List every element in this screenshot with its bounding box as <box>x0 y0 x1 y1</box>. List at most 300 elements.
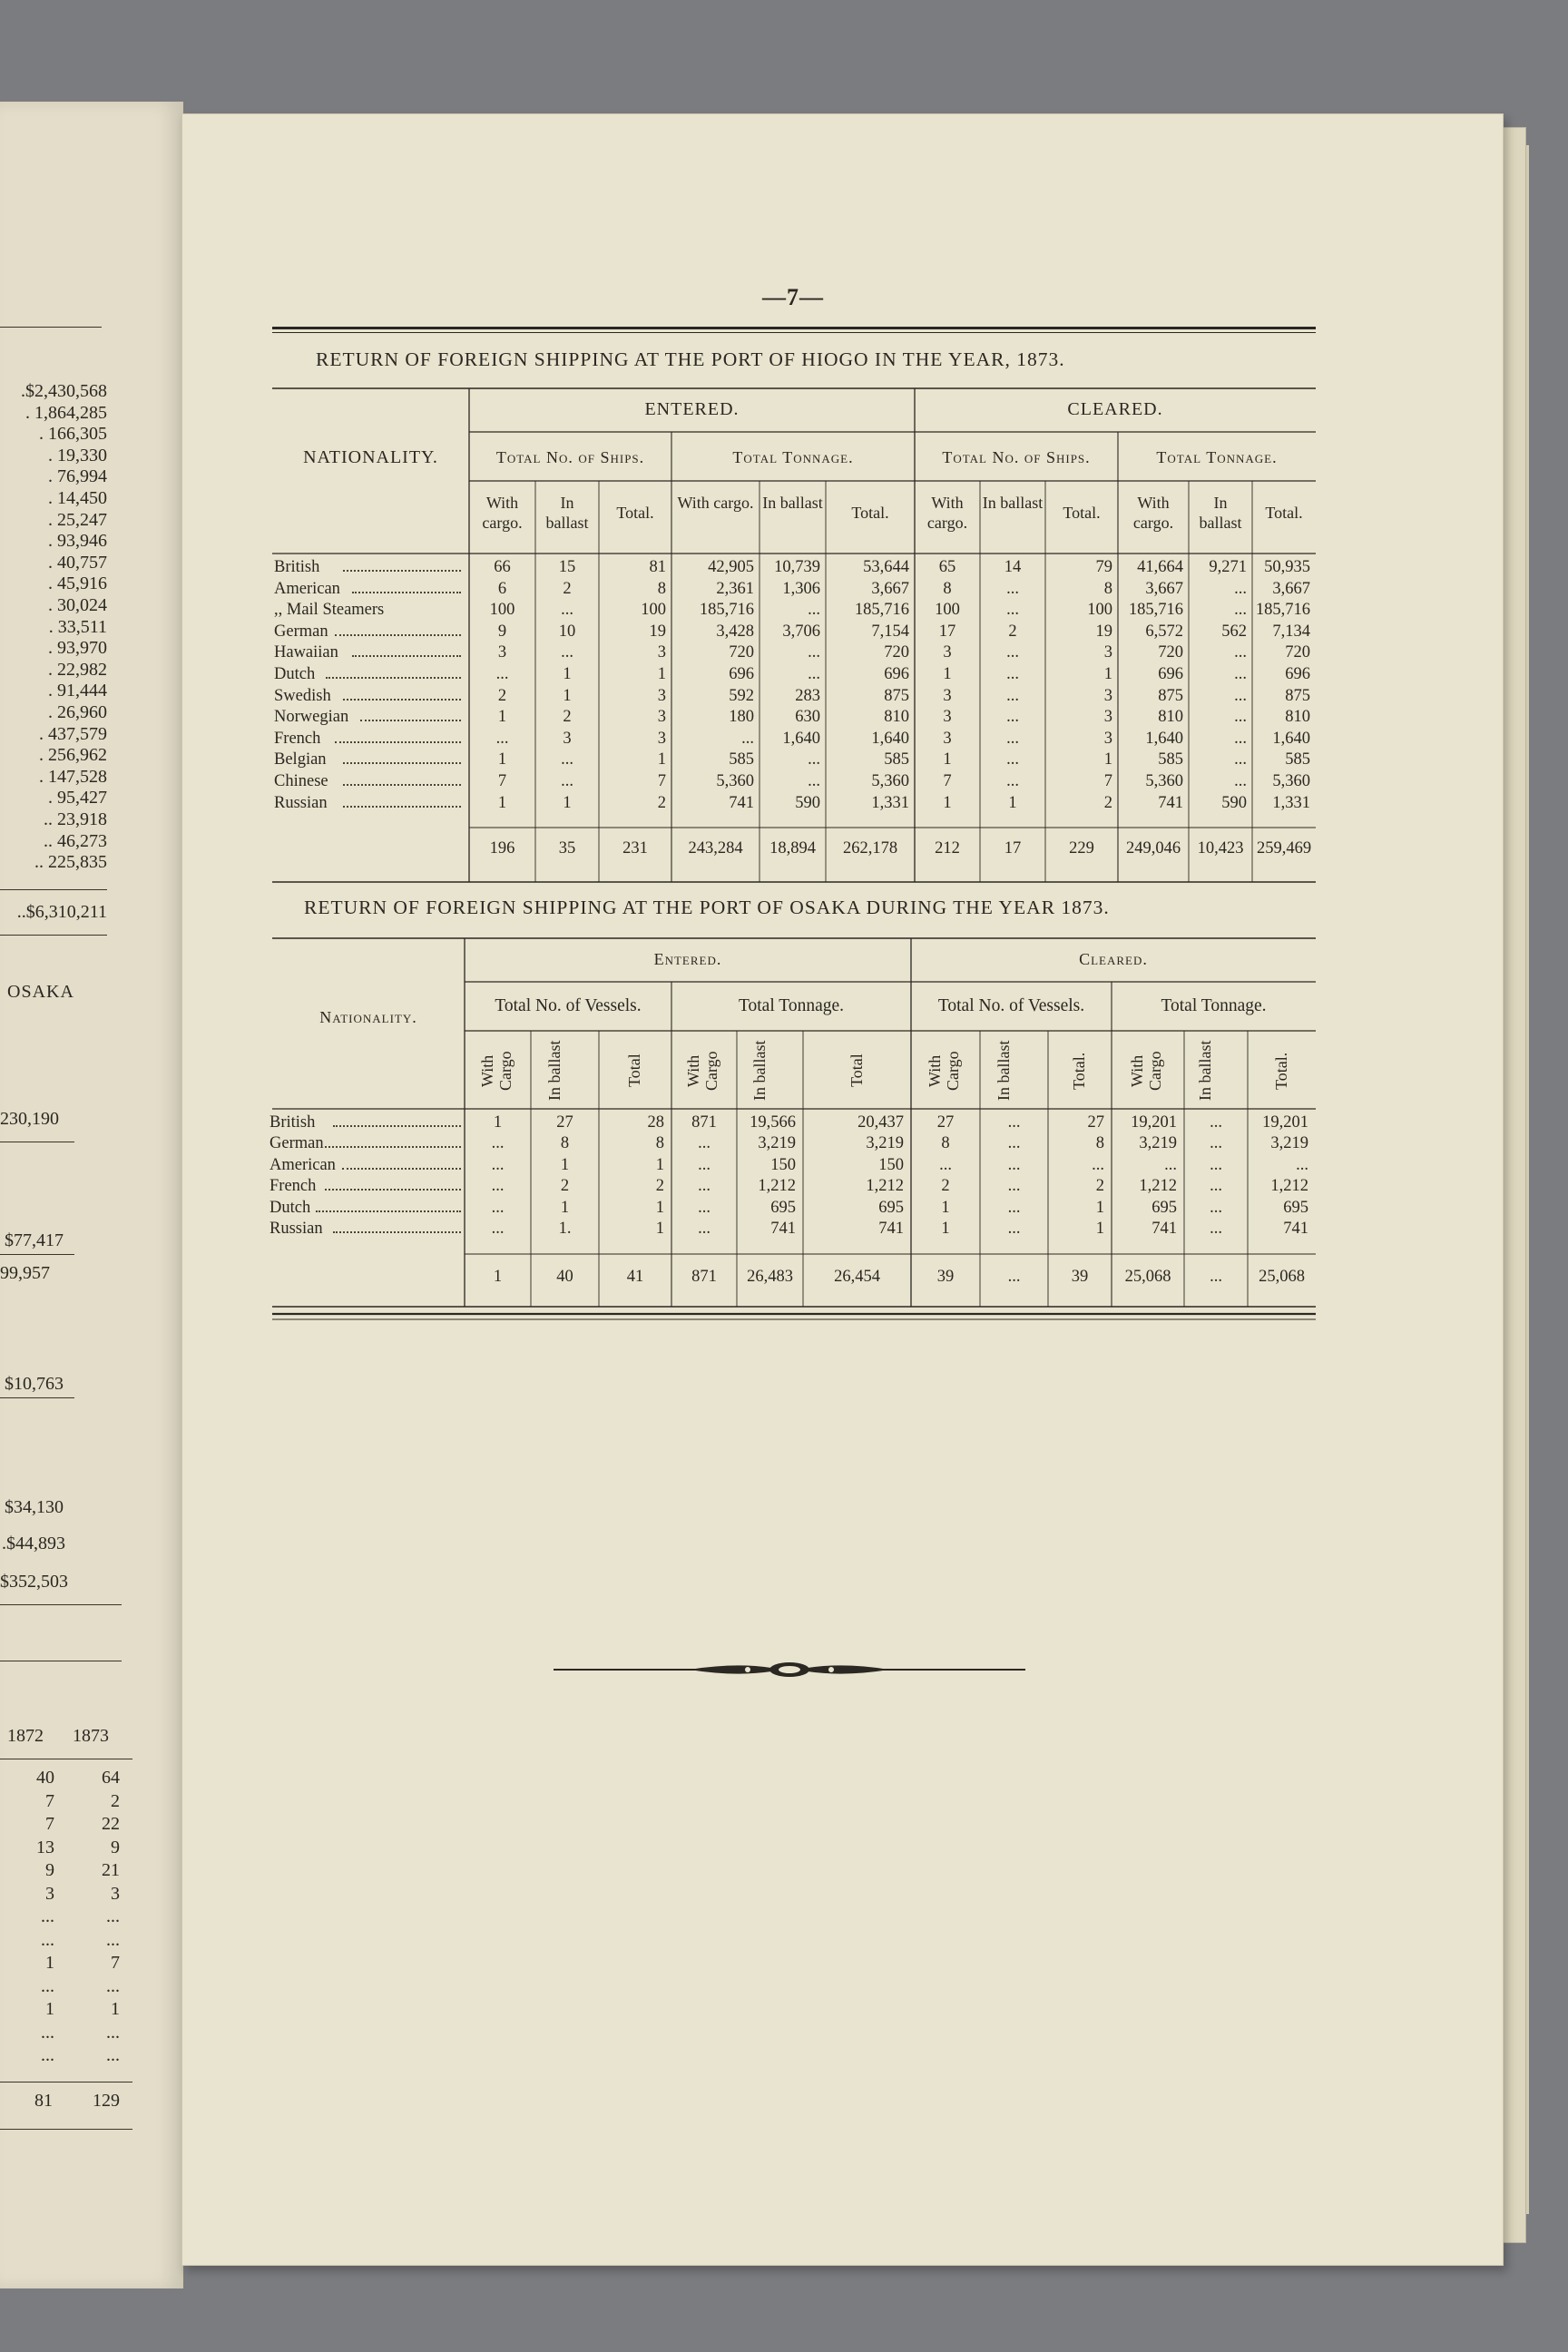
hiogo-cell: ... <box>741 729 754 748</box>
osaka-cell: 1 <box>560 1155 570 1174</box>
hiogo-cell: 17 <box>938 622 956 641</box>
hiogo-cell: 5,360 <box>1272 772 1310 790</box>
hiogo-cell: 1,640 <box>871 729 909 748</box>
hiogo-subheader: With cargo. <box>677 494 754 512</box>
hiogo-cell: 1 <box>497 708 507 727</box>
left-amount: . 22,982 <box>48 659 107 680</box>
osaka-cell: 20,437 <box>858 1113 904 1132</box>
osaka-cell: ... <box>491 1198 505 1217</box>
hiogo-cell: 8 <box>1103 579 1112 598</box>
hiogo-total-cell: 249,046 <box>1125 839 1181 858</box>
hiogo-total-cell: 17 <box>1004 839 1022 858</box>
left-1872-value: 1 <box>45 1953 54 1973</box>
osaka-cell: 3,219 <box>1270 1134 1308 1153</box>
osaka-cell: ... <box>1092 1155 1104 1174</box>
hiogo-cell: 1 <box>657 750 666 769</box>
left-1872-value: ... <box>41 1975 54 1996</box>
left-1873-value: 21 <box>102 1860 120 1880</box>
hiogo-cell: 5,360 <box>1145 772 1183 790</box>
osaka-entered-tonnage-header: Total Tonnage. <box>738 996 845 1015</box>
ornament-divider <box>554 1659 1025 1681</box>
osaka-total-cell: 26,454 <box>834 1268 880 1286</box>
osaka-cell: 1 <box>493 1113 503 1132</box>
hiogo-cell: 7 <box>943 772 952 790</box>
osaka-cell: 1,212 <box>1139 1177 1177 1196</box>
left-value-4: $10,763 <box>5 1374 64 1394</box>
left-amount: .$2,430,568 <box>21 381 107 401</box>
osaka-cleared-vessels-header: Total No. of Vessels. <box>937 996 1085 1015</box>
hiogo-nationality-header: NATIONALITY. <box>303 447 438 467</box>
hiogo-cell: 1 <box>563 665 572 683</box>
hiogo-total-cell: 10,423 <box>1197 839 1244 858</box>
hiogo-cell: 100 <box>1087 601 1112 620</box>
hiogo-cell: ... <box>561 601 573 620</box>
hiogo-cell: 1 <box>1103 665 1112 683</box>
hiogo-cell: ... <box>495 665 509 683</box>
hiogo-cell: 180 <box>729 708 754 727</box>
hiogo-cell: ... <box>1006 708 1019 727</box>
osaka-cell: 695 <box>770 1198 796 1217</box>
hiogo-cell: 1,640 <box>1272 729 1310 748</box>
hiogo-row-nationality: Belgian <box>274 750 327 769</box>
hiogo-subheader: Total. <box>1265 504 1303 522</box>
hiogo-total-cell: 262,178 <box>842 839 898 858</box>
left-total-1872: 81 <box>34 2091 53 2111</box>
osaka-cleared-header: Cleared. <box>1079 950 1148 968</box>
hiogo-row-nationality: German <box>274 622 328 641</box>
osaka-total-cell: 871 <box>691 1268 717 1286</box>
hiogo-cell: 66 <box>494 558 511 576</box>
osaka-cell: 2 <box>655 1177 664 1196</box>
hiogo-cell: 590 <box>1221 793 1247 812</box>
hiogo-cell: ... <box>1234 750 1247 769</box>
left-amount: . 1,864,285 <box>25 402 107 423</box>
osaka-row-nationality: German <box>270 1134 324 1153</box>
osaka-subheader: With Cargo <box>1128 1051 1164 1091</box>
hiogo-cell: 3 <box>1103 729 1112 748</box>
osaka-cell: 695 <box>878 1198 904 1217</box>
hiogo-cell: 875 <box>1285 686 1310 705</box>
osaka-cell: ... <box>698 1220 710 1238</box>
hiogo-cell: ... <box>1006 772 1019 790</box>
osaka-cell: 741 <box>770 1220 796 1238</box>
hiogo-cell: ... <box>561 643 573 662</box>
left-value-2: $77,417 <box>5 1230 64 1250</box>
osaka-cell: 871 <box>691 1113 717 1132</box>
osaka-cell: ... <box>698 1177 710 1196</box>
hiogo-cell: ... <box>1006 729 1019 748</box>
osaka-entered-vessels-header: Total No. of Vessels. <box>495 996 642 1015</box>
osaka-total-cell: 40 <box>556 1268 573 1286</box>
hiogo-cell: 5,360 <box>871 772 909 790</box>
osaka-row-nationality: French <box>270 1177 317 1196</box>
dot-leader <box>316 1210 461 1212</box>
hiogo-row-nationality: ,, Mail Steamers <box>274 601 385 620</box>
hiogo-cell: ... <box>1234 729 1247 748</box>
hiogo-cell: 1,331 <box>1272 793 1310 812</box>
osaka-cell: ... <box>1210 1220 1222 1238</box>
hiogo-cell: 3 <box>497 643 507 662</box>
hiogo-cell: 592 <box>729 686 754 705</box>
hiogo-cell: ... <box>808 665 820 683</box>
hiogo-cell: 3 <box>943 708 952 727</box>
left-amount: . 30,024 <box>48 595 107 615</box>
page-number: —7— <box>762 284 824 310</box>
hiogo-cell: 590 <box>795 793 820 812</box>
hiogo-cell: 585 <box>1285 750 1310 769</box>
osaka-cell: 1 <box>1095 1220 1104 1238</box>
hiogo-cell: ... <box>1234 772 1247 790</box>
hiogo-subheader: With cargo. <box>482 494 523 532</box>
hiogo-row-nationality: British <box>274 558 320 576</box>
hiogo-cell: 3 <box>943 643 952 662</box>
hiogo-cell: 79 <box>1095 558 1112 576</box>
osaka-subheader: Total <box>625 1054 643 1088</box>
osaka-cell: 741 <box>1152 1220 1177 1238</box>
hiogo-total-cell: 18,894 <box>769 839 816 858</box>
hiogo-cell: ... <box>1234 686 1247 705</box>
osaka-cell: 27 <box>1087 1113 1104 1132</box>
osaka-nationality-header: Nationality. <box>319 1008 417 1026</box>
osaka-cell: ... <box>1210 1155 1222 1174</box>
hiogo-subheader: Total. <box>616 504 654 522</box>
hiogo-cell: 3 <box>563 729 572 748</box>
hiogo-cell: 19 <box>1095 622 1112 641</box>
hiogo-cell: 3 <box>1103 708 1112 727</box>
left-1873-value: 64 <box>102 1768 120 1788</box>
hiogo-subheader: In ballast <box>545 494 589 532</box>
hiogo-cell: ... <box>808 772 820 790</box>
hiogo-cell: 3 <box>657 729 666 748</box>
hiogo-cell: 3 <box>657 643 666 662</box>
hiogo-total-cell: 35 <box>558 839 576 858</box>
left-amount: . 33,511 <box>48 616 107 637</box>
hiogo-row-nationality: American <box>274 579 340 598</box>
left-amount: . 45,916 <box>48 573 107 594</box>
hiogo-total-cell: 259,469 <box>1256 839 1312 858</box>
hiogo-cell: 185,716 <box>1255 601 1310 620</box>
left-amount: . 437,579 <box>39 723 107 744</box>
hiogo-cell: 1 <box>943 665 952 683</box>
hiogo-cleared-header: CLEARED. <box>1067 399 1163 419</box>
hiogo-cell: ... <box>561 772 573 790</box>
left-osaka-heading: OSAKA <box>7 982 74 1002</box>
hiogo-cell: ... <box>1006 601 1019 620</box>
hiogo-total-cell: 212 <box>935 839 960 858</box>
osaka-subheader: With Cargo <box>684 1051 720 1091</box>
hiogo-cell: 585 <box>729 750 754 769</box>
hiogo-cell: 7 <box>657 772 666 790</box>
osaka-cell: 2 <box>941 1177 950 1196</box>
hiogo-cell: ... <box>1234 708 1247 727</box>
hiogo-cell: 1,306 <box>782 579 820 598</box>
osaka-total-cell: 26,483 <box>747 1268 793 1286</box>
hiogo-subheader: In ballast <box>762 494 823 512</box>
hiogo-cell: 19 <box>649 622 666 641</box>
hiogo-cell: 283 <box>795 686 820 705</box>
hiogo-subheader: Total. <box>851 504 889 522</box>
hiogo-cell: 185,716 <box>699 601 754 620</box>
left-total: ..$6,310,211 <box>16 902 107 922</box>
osaka-cell: 3,219 <box>1139 1134 1177 1153</box>
hiogo-cell: 3 <box>943 686 952 705</box>
hiogo-cell: ... <box>561 750 573 769</box>
left-1872-value: 1 <box>45 1999 54 2019</box>
dot-leader <box>333 1231 461 1233</box>
osaka-cell: 8 <box>560 1134 570 1153</box>
hiogo-cell: 1 <box>563 793 572 812</box>
hiogo-cell: 810 <box>1285 708 1310 727</box>
hiogo-row-nationality: Swedish <box>274 686 331 705</box>
hiogo-cell: 1 <box>943 793 952 812</box>
hiogo-cleared-ships-header: Total No. of Ships. <box>942 448 1091 466</box>
osaka-cell: ... <box>491 1220 505 1238</box>
osaka-subheader: With Cargo <box>926 1051 962 1091</box>
left-total-1873: 129 <box>93 2091 120 2111</box>
hiogo-cell: 6 <box>497 579 507 598</box>
hiogo-cell: 100 <box>489 601 515 620</box>
hiogo-cell: 720 <box>1158 643 1183 662</box>
osaka-cell: ... <box>1164 1155 1177 1174</box>
hiogo-cell: 1 <box>497 793 507 812</box>
hiogo-cell: ... <box>808 601 820 620</box>
hiogo-cell: 3,667 <box>1272 579 1310 598</box>
hiogo-cell: 3 <box>657 708 666 727</box>
osaka-cell: 27 <box>556 1113 573 1132</box>
osaka-total-cell: 1 <box>493 1268 503 1286</box>
left-1873-value: ... <box>106 1975 120 1996</box>
osaka-cell: 1 <box>1095 1198 1104 1217</box>
dot-leader <box>342 1168 461 1170</box>
dot-leader <box>325 1146 461 1148</box>
osaka-cell: ... <box>1210 1113 1222 1132</box>
left-1873-value: 3 <box>111 1883 120 1904</box>
hiogo-cell: 696 <box>884 665 909 683</box>
hiogo-subheader: In ballast <box>1199 494 1242 532</box>
hiogo-cell: 696 <box>1158 665 1183 683</box>
hiogo-cell: 3,667 <box>871 579 909 598</box>
left-1873-value: ... <box>106 2022 120 2043</box>
left-value-7: $352,503 <box>0 1572 68 1592</box>
osaka-subheader: In ballast <box>1196 1040 1214 1102</box>
left-1872-value: 9 <box>45 1860 54 1880</box>
hiogo-cell: 14 <box>1004 558 1022 576</box>
osaka-cell: 1 <box>655 1198 664 1217</box>
hiogo-cell: ... <box>1006 643 1019 662</box>
osaka-cell: ... <box>1007 1220 1021 1238</box>
hiogo-cell: ... <box>495 729 509 748</box>
hiogo-cell: 2 <box>657 793 666 812</box>
osaka-cell: ... <box>1007 1113 1021 1132</box>
osaka-cell: ... <box>1296 1155 1308 1174</box>
hiogo-cell: 42,905 <box>708 558 754 576</box>
left-1873-value: 22 <box>102 1814 120 1834</box>
hiogo-cell: 1 <box>563 686 572 705</box>
left-amount: . 93,970 <box>48 638 107 659</box>
hiogo-row-nationality: French <box>274 729 321 748</box>
hiogo-cell: ... <box>1006 686 1019 705</box>
hiogo-cell: 1 <box>943 750 952 769</box>
osaka-total-cell: 25,068 <box>1124 1268 1171 1286</box>
osaka-cell: 150 <box>878 1155 904 1174</box>
osaka-cell: ... <box>1210 1134 1222 1153</box>
hiogo-entered-tonnage-header: Total Tonnage. <box>732 448 854 466</box>
osaka-total-cell: 39 <box>936 1268 955 1286</box>
hiogo-cell: 3 <box>943 729 952 748</box>
osaka-subheader: Total <box>847 1054 866 1088</box>
hiogo-cell: 1 <box>497 750 507 769</box>
left-1873-value: ... <box>106 1906 120 1926</box>
osaka-cell: ... <box>698 1134 710 1153</box>
osaka-cell: 28 <box>647 1113 664 1132</box>
hiogo-cell: 6,572 <box>1145 622 1183 641</box>
left-1872-value: 13 <box>36 1837 54 1857</box>
osaka-cell: 741 <box>1283 1220 1308 1238</box>
osaka-cell: 1. <box>558 1220 572 1238</box>
hiogo-table-title: RETURN OF FOREIGN SHIPPING AT THE PORT OF HIOGO IN THE YEAR, 1873. <box>316 348 1065 370</box>
osaka-cell: 1 <box>560 1198 570 1217</box>
hiogo-cell: 3,667 <box>1145 579 1183 598</box>
hiogo-row-nationality: Chinese <box>274 772 328 790</box>
hiogo-entered-ships-header: Total No. of Ships. <box>495 448 645 466</box>
left-1872-value: ... <box>41 2045 54 2065</box>
hiogo-cell: 1 <box>1103 750 1112 769</box>
left-value-3: 99,957 <box>0 1263 50 1283</box>
hiogo-cell: 2 <box>563 708 572 727</box>
hiogo-row-nationality: Russian <box>274 793 328 812</box>
left-amount: .. 23,918 <box>44 809 107 829</box>
osaka-total-cell: 41 <box>626 1268 644 1286</box>
left-1872-value: ... <box>41 2022 54 2043</box>
hiogo-cell: 2 <box>563 579 572 598</box>
osaka-cell: 8 <box>1095 1134 1104 1153</box>
osaka-cell: 2 <box>1095 1177 1104 1196</box>
hiogo-cell: 9 <box>497 622 507 641</box>
left-1872-value: ... <box>41 1906 54 1926</box>
left-1873-value: 2 <box>111 1790 120 1811</box>
left-amount: . 40,757 <box>48 552 107 573</box>
hiogo-cell: 875 <box>884 686 909 705</box>
hiogo-cell: 810 <box>1158 708 1183 727</box>
osaka-cell: 3,219 <box>758 1134 796 1153</box>
hiogo-subheader: With cargo. <box>1132 494 1174 532</box>
left-1873-value: ... <box>106 1929 120 1950</box>
osaka-cell: 1 <box>655 1220 664 1238</box>
left-amount: .. 225,835 <box>34 852 107 873</box>
hiogo-cell: ... <box>1234 601 1247 620</box>
left-1873-value: 7 <box>111 1953 120 1973</box>
hiogo-cell: 585 <box>1158 750 1183 769</box>
left-amount: . 93,946 <box>48 531 107 552</box>
hiogo-cell: 630 <box>795 708 820 727</box>
hiogo-total-cell: 231 <box>622 839 648 858</box>
hiogo-cell: ... <box>1234 665 1247 683</box>
hiogo-cell: 100 <box>641 601 666 620</box>
hiogo-cell: ... <box>1006 579 1019 598</box>
hiogo-row-nationality: Dutch <box>274 665 316 683</box>
left-1872-value: 7 <box>45 1814 54 1834</box>
hiogo-cell: 2 <box>1103 793 1112 812</box>
osaka-cell: ... <box>1007 1155 1021 1174</box>
osaka-cell: 19,566 <box>750 1113 796 1132</box>
osaka-row-nationality: Russian <box>270 1220 323 1238</box>
hiogo-cell: 7 <box>1103 772 1112 790</box>
left-amount: . 19,330 <box>48 445 107 466</box>
left-amount: . 147,528 <box>39 766 107 787</box>
osaka-cell: 3,219 <box>866 1134 904 1153</box>
osaka-subheader: Total. <box>1070 1052 1088 1090</box>
osaka-subheader: With Cargo <box>477 1051 514 1091</box>
osaka-subheader: In ballast <box>544 1040 564 1102</box>
osaka-cell: 695 <box>1283 1198 1308 1217</box>
hiogo-cell: 875 <box>1158 686 1183 705</box>
hiogo-cell: 8 <box>943 579 952 598</box>
hiogo-cell: 1,640 <box>1145 729 1183 748</box>
osaka-cell: ... <box>1007 1134 1021 1153</box>
hiogo-cell: 10,739 <box>774 558 820 576</box>
hiogo-cell: ... <box>1006 750 1019 769</box>
hiogo-cell: 696 <box>1285 665 1310 683</box>
hiogo-cell: 720 <box>884 643 909 662</box>
left-1873-value: 9 <box>111 1837 120 1857</box>
hiogo-cell: 15 <box>558 558 576 576</box>
hiogo-cell: 8 <box>657 579 666 598</box>
osaka-cell: 695 <box>1152 1198 1177 1217</box>
hiogo-subheader: In ballast <box>982 494 1044 512</box>
left-amount: . 166,305 <box>39 424 107 445</box>
osaka-total-cell: ... <box>1007 1268 1021 1286</box>
hiogo-cell: 562 <box>1221 622 1247 641</box>
hiogo-cell: 3,428 <box>716 622 754 641</box>
left-value-6: .$44,893 <box>2 1534 65 1553</box>
osaka-cell: 8 <box>655 1134 664 1153</box>
dot-leader <box>333 1125 461 1127</box>
left-amount: . 76,994 <box>48 466 107 487</box>
osaka-cell: 741 <box>878 1220 904 1238</box>
left-1873-value: 1 <box>111 1999 120 2019</box>
left-1872-value: ... <box>41 1929 54 1950</box>
hiogo-cell: 2,361 <box>716 579 754 598</box>
osaka-row-nationality: Dutch <box>270 1198 311 1217</box>
hiogo-cell: 3 <box>1103 686 1112 705</box>
hiogo-cell: 585 <box>884 750 909 769</box>
hiogo-cell: ... <box>1234 579 1247 598</box>
left-1872-value: 3 <box>45 1883 54 1904</box>
osaka-cell: 1 <box>941 1198 950 1217</box>
osaka-total-cell: 39 <box>1071 1268 1089 1286</box>
hiogo-entered-header: ENTERED. <box>644 399 740 419</box>
hiogo-cell: 3,706 <box>782 622 820 641</box>
hiogo-cell: 185,716 <box>1128 601 1183 620</box>
left-amount: .. 46,273 <box>44 830 107 851</box>
left-amount: . 256,962 <box>39 745 107 766</box>
hiogo-cell: 10 <box>558 622 576 641</box>
hiogo-cell: 100 <box>935 601 960 620</box>
hiogo-cell: 1 <box>657 665 666 683</box>
osaka-row-nationality: American <box>270 1155 336 1174</box>
hiogo-cell: 1 <box>1008 793 1017 812</box>
osaka-total-cell: 25,068 <box>1259 1268 1305 1286</box>
osaka-cell: ... <box>939 1155 952 1174</box>
osaka-cell: 27 <box>936 1113 955 1132</box>
hiogo-cell: 1,331 <box>871 793 909 812</box>
hiogo-subheader: With cargo. <box>926 494 968 532</box>
hiogo-cell: 7 <box>497 772 507 790</box>
left-amount: . 14,450 <box>48 488 107 508</box>
osaka-cell: 1 <box>941 1220 950 1238</box>
osaka-cell: 2 <box>560 1177 570 1196</box>
hiogo-cell: 741 <box>1158 793 1183 812</box>
